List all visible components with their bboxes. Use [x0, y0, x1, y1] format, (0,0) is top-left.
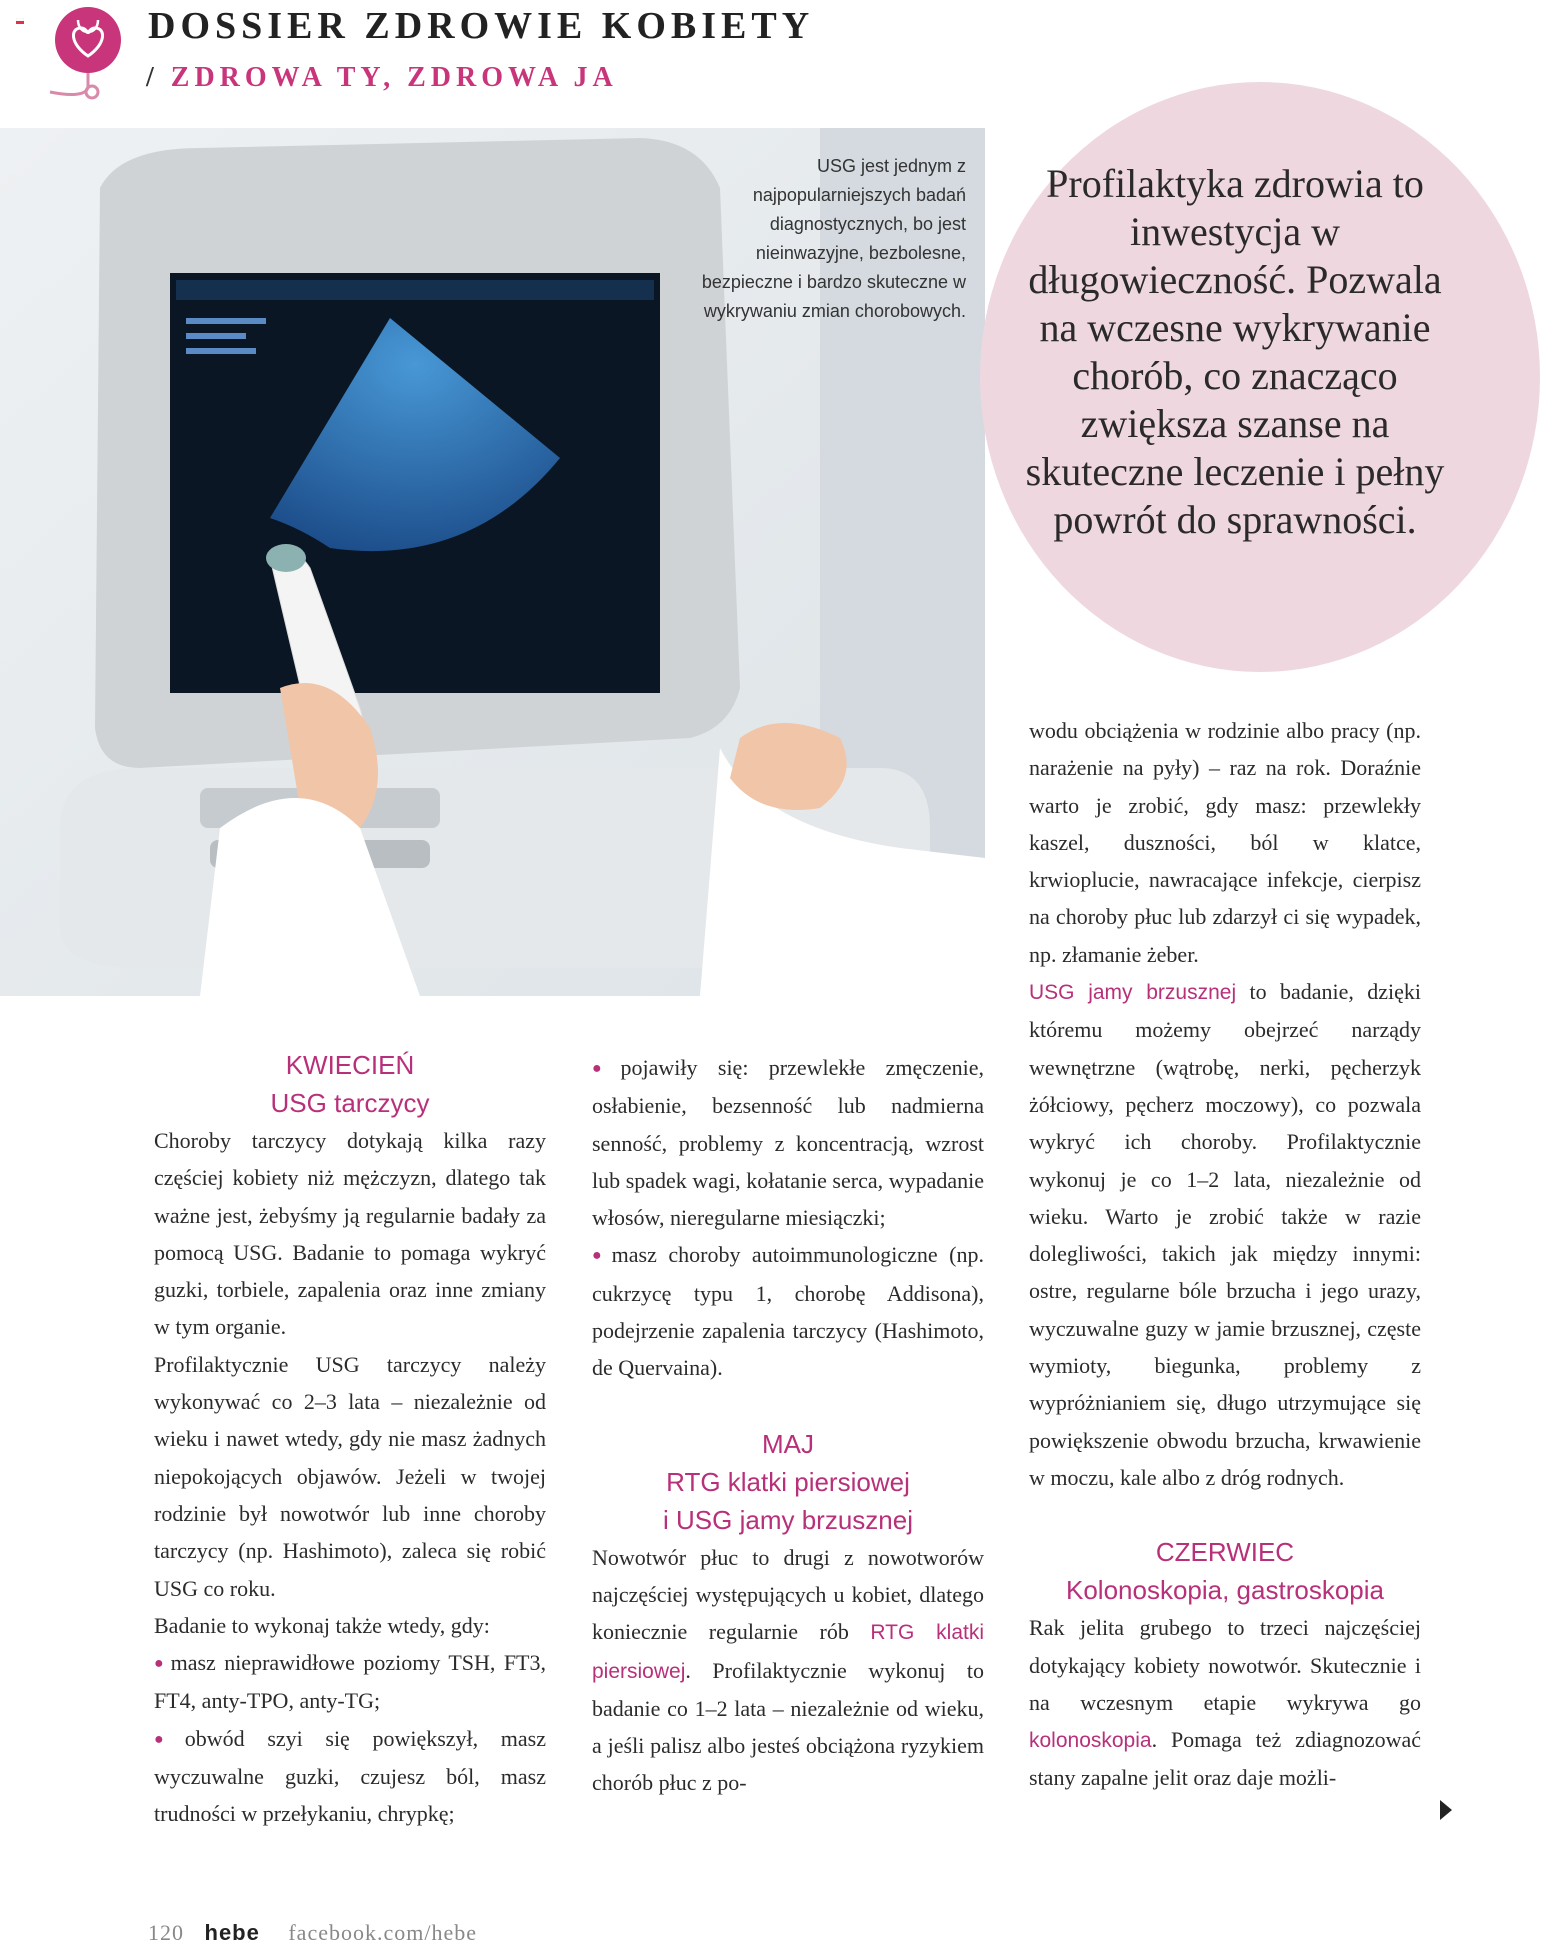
stethoscope-heart-icon: [40, 6, 130, 106]
subtitle-text: ZDROWA TY, ZDROWA JA: [170, 62, 618, 93]
list-item: ● obwód szyi się powiększył, masz wyczuwalne guzki, czujesz ból, masz trudności w przełykaniu, chrypkę;: [154, 1725, 546, 1827]
month-heading-june: CZERWIEC: [1155, 1537, 1295, 1568]
column-1: [154, 1046, 546, 1833]
footer-url: facebook.com/hebe: [288, 1920, 477, 1945]
continue-arrow-icon: [1440, 1800, 1452, 1820]
paragraph: wodu obciążenia w rodzinie albo pracy (np. narażenie na pyły) – raz na rok. Doraźnie warto je zrobić, gdy masz: przewlekły kaszel, duszności, ból w klatce, krwioplucie, nawracające infekcje, cierpisz na choroby płuc lub zdarzył ci się wypadek, np. złamanie żeber.: [1029, 718, 1421, 967]
page-number: 120: [148, 1920, 184, 1945]
paragraph: Rak jelita grubego to trzeci najczęściej dotykający kobiety nowotwór. Skutecznie i na wczesnym etapie wykrywa go kolonoskopia. Pomaga też zdiagnozować stany zapalne jelit oraz daje możli-: [1029, 1615, 1421, 1791]
month-heading-may: MAJ: [762, 1428, 814, 1459]
brand-name: hebe: [204, 1920, 260, 1945]
bullet-icon: ●: [154, 1655, 167, 1673]
highlight-colonoscopy: kolonoskopia: [1029, 1729, 1152, 1753]
month-heading-april: KWIECIEŃ: [285, 1050, 415, 1080]
bullet-icon: ●: [592, 1247, 608, 1265]
subtitle-slash: /: [146, 62, 159, 93]
exam-heading-chest-xray: RTG klatki piersiowej: [666, 1466, 910, 1497]
paragraph: Nowotwór płuc to drugi z nowotworów najczęściej występujących u kobiet, dlatego koniecznie regularnie rób RTG klatki piersiowej. Profilaktycznie wykonuj to badanie co 1–2 lata – niezależnie od wieku, a jeśli palisz albo jesteś obciążona ryzykiem chorób płuc z po-: [592, 1544, 985, 1796]
paragraph: Profilaktycznie USG tarczycy należy wykonywać co 2–3 lata – niezależnie od wieku i nawet wtedy, gdy nie masz żadnych niepokojących objawów. Jeżeli w twojej rodzinie był nowotwór lub inne choroby tarczycy (np. Hashimoto), zaleca się robić USG co roku.: [154, 1351, 546, 1601]
page-footer: [148, 1920, 477, 1946]
bullet-icon: ●: [154, 1730, 181, 1748]
list-item: ● masz choroby autoimmunologiczne (np. cukrzycę typu 1, chorobę Addisona), podejrzenie zapalenia tarczycy (Hashimoto, de Quervaina).: [592, 1242, 984, 1381]
paragraph: Choroby tarczycy dotykają kilka razy częściej kobiety niż mężczyzn, dlatego tak ważne jest, żebyśmy ją regularnie badały za pomocą USG. Badanie to pomaga wykryć guzki, torbiele, zapalenia oraz inne zmiany w tym organie.: [154, 1128, 546, 1340]
paragraph: USG jamy brzusznej to badanie, dzięki któremu możemy obejrzeć narządy wewnętrzne (wątrobę, nerki, pęcherzyk żółciowy, pęcherz moczowy), co pozwala wykryć ich choroby. Profilaktycznie wykonuj je co 1–2 lata, niezależnie od wieku. Warto je zrobić także w razie dolegliwości, takich jak między innymi: ostre, regularne bóle brzucha i jego urazy, wyczuwalne guzy w jamie brzusznej, częste wymioty, biegunka, problemy z wypróżnianiem się, długo utrzymujące się powiększenie obwodu brzucha, krwawienie w moczu, kale albo z dróg rodnych.: [1029, 979, 1421, 1490]
bullet-icon: ●: [592, 1060, 617, 1077]
exam-heading-thyroid: USG tarczycy: [270, 1088, 430, 1118]
pull-quote: Profilaktyka zdrowia to inwestycja w długowieczność. Pozwala na wczesne wykrywanie chorób, co znacząco zwiększa szanse na skuteczne leczenie i pełny powrót do sprawności.: [1025, 161, 1445, 542]
paragraph: Badanie to wykonaj także wtedy, gdy:: [154, 1612, 490, 1638]
section-kicker: DOSSIER ZDROWIE KOBIETY: [148, 5, 815, 47]
column-2: [592, 1049, 984, 1802]
section-subtitle: [146, 62, 618, 94]
column-3: [1029, 712, 1421, 1797]
list-item: ● pojawiły się: przewlekłe zmęczenie, osłabienie, bezsenność lub nadmierna senność, problemy z koncentracją, wzrost lub spadek wagi, kołatanie serca, wypadanie włosów, nieregularne miesiączki;: [592, 1055, 984, 1231]
list-item: ● masz nieprawidłowe poziomy TSH, FT3, FT4, anty-TPO, anty-TG;: [154, 1650, 546, 1714]
highlight-chest-xray: RTG klatki piersiowej: [592, 1621, 985, 1683]
exam-heading-abdominal-usg: i USG jamy brzusznej: [663, 1504, 913, 1535]
highlight-abdominal-usg: USG jamy brzusznej: [1029, 981, 1237, 1005]
exam-heading-colonoscopy: Kolonoskopia, gastroskopia: [1066, 1575, 1384, 1606]
photo-caption: USG jest jednym z najpopularniejszych badań diagnostycznych, bo jest nieinwazyjne, bezbolesne, bezpieczne i bardzo skuteczne w wykrywaniu zmian chorobowych.: [701, 156, 966, 321]
flag-icon: [16, 18, 24, 24]
